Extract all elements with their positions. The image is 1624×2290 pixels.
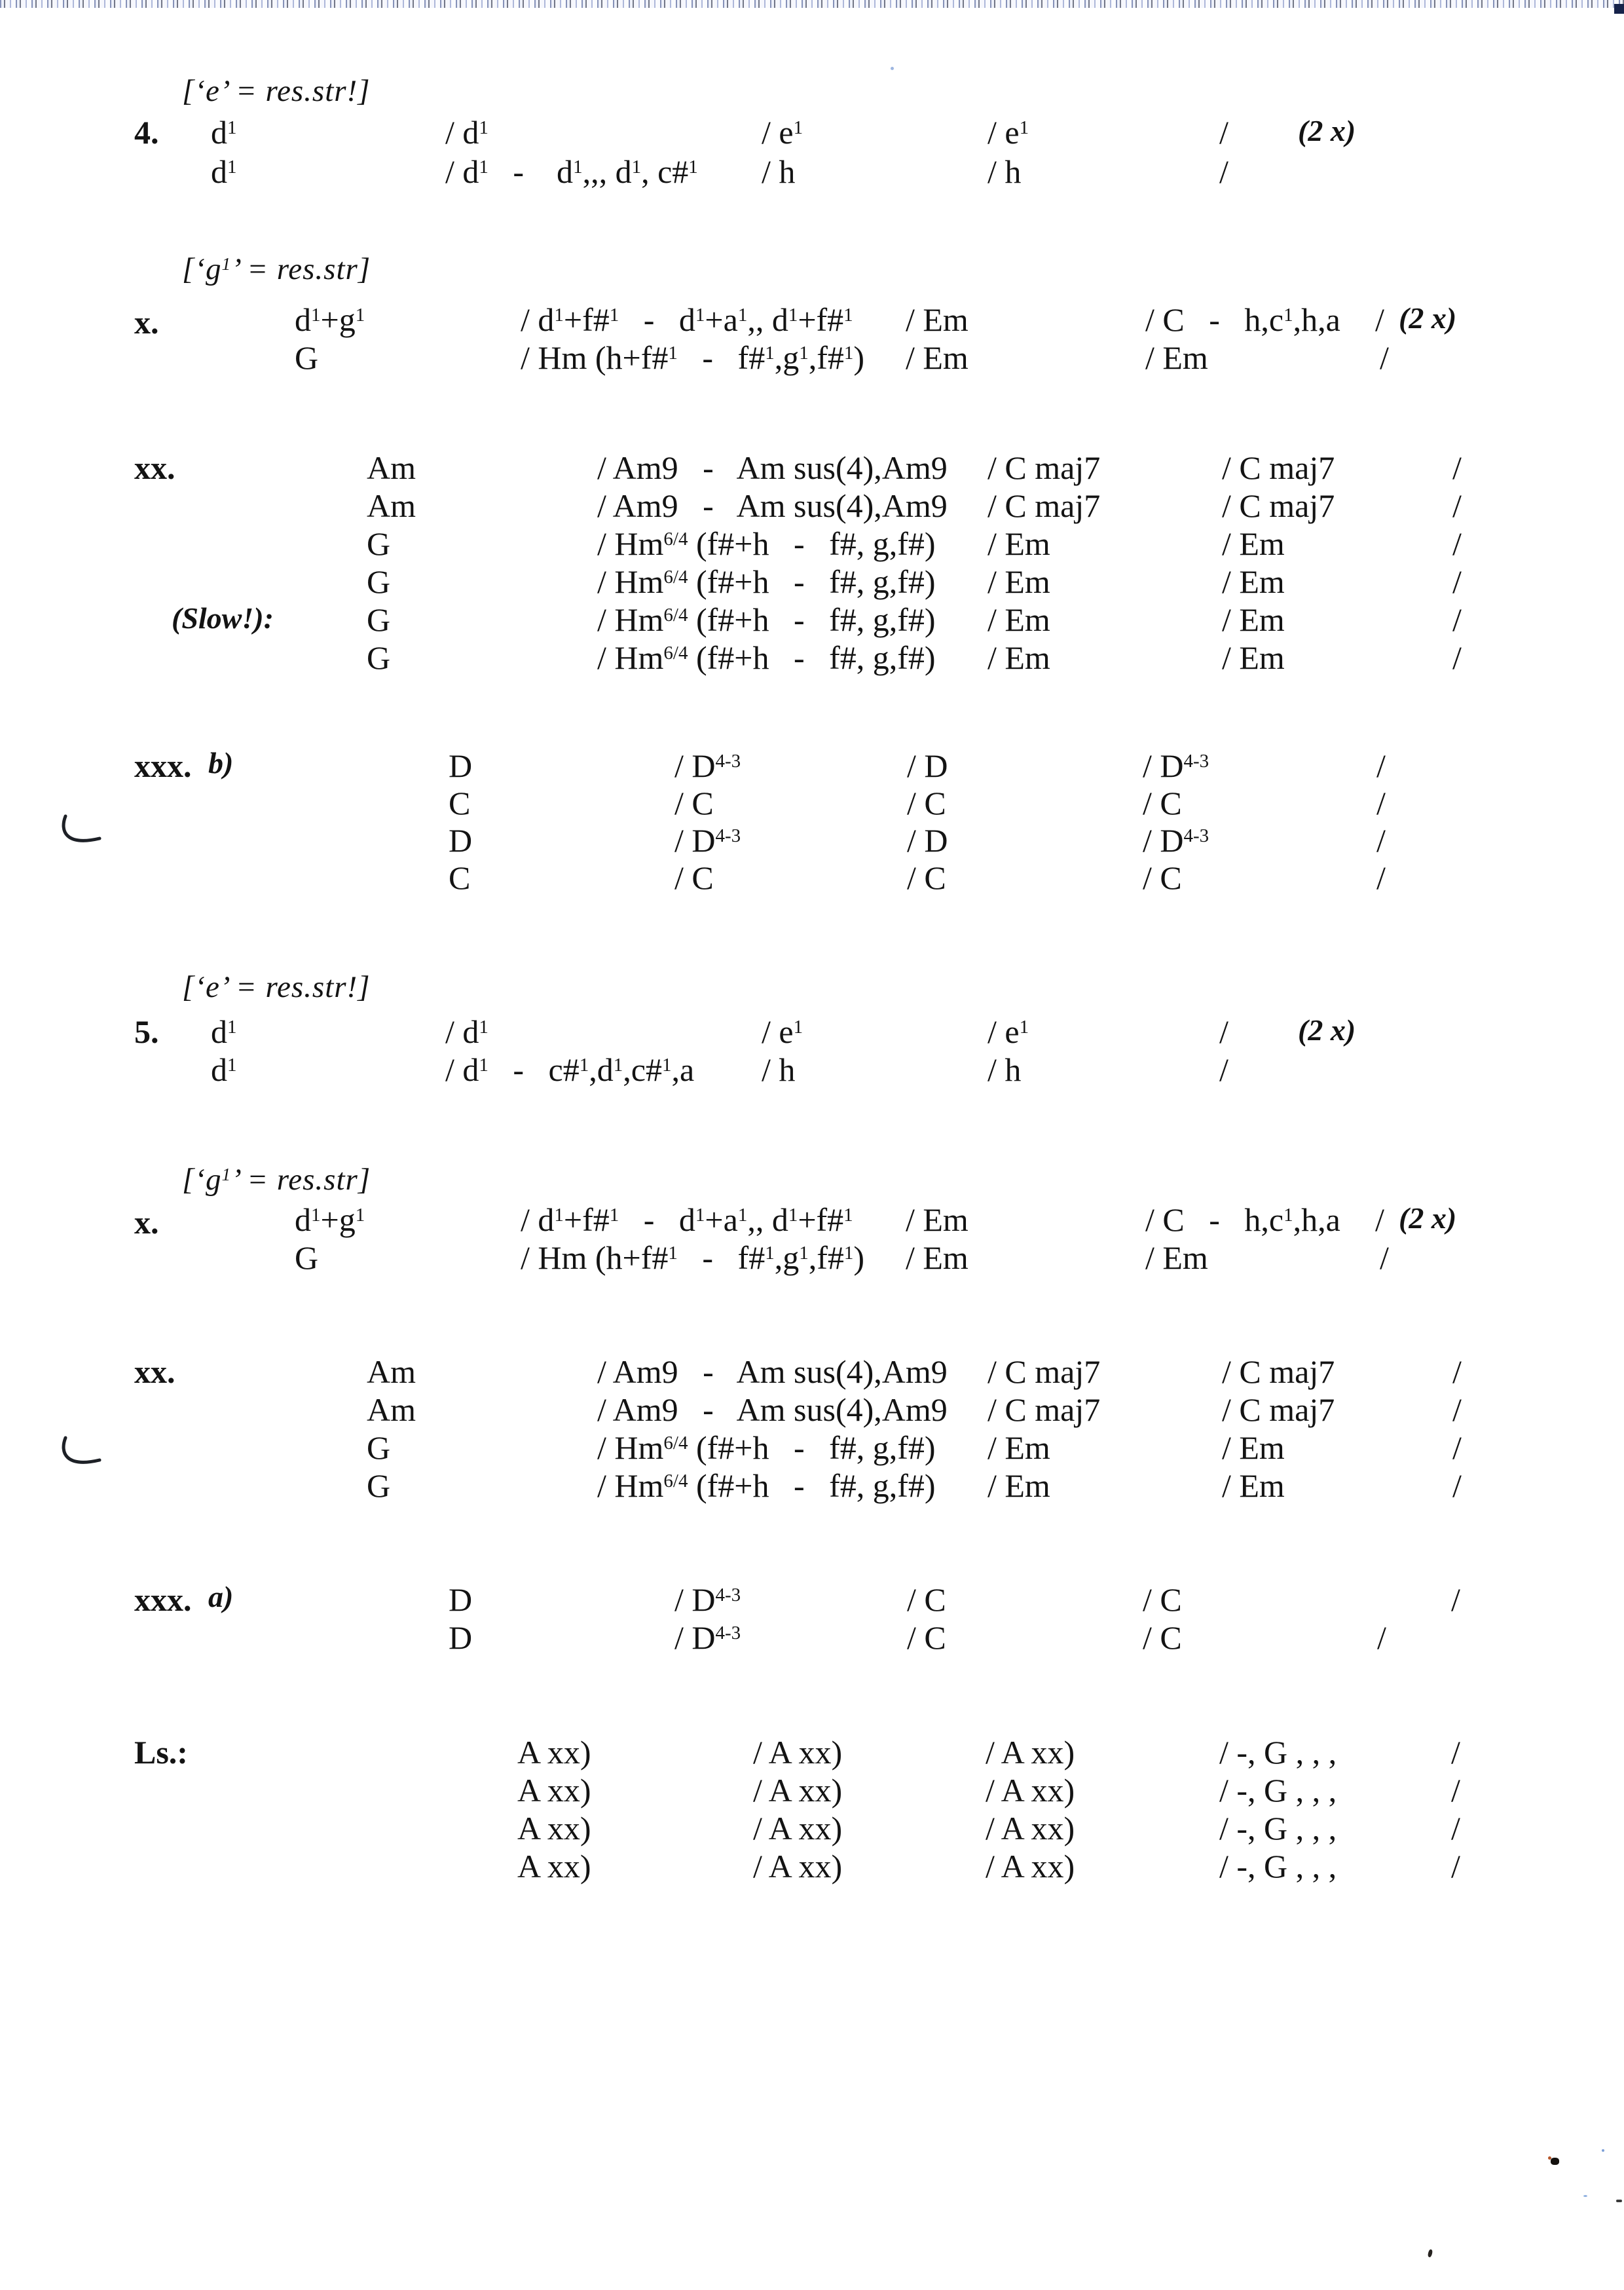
section-header: [‘$g^1$’ = res.str] (182, 252, 371, 286)
chord-cell: / C maj7 (987, 1391, 1101, 1428)
section-label: 4. (134, 114, 159, 151)
chord-cell: D (449, 1581, 473, 1618)
chord-cell: / (1452, 525, 1462, 562)
chord-cell: / $D^{4-3}$ (1143, 822, 1209, 859)
chord-cell: D (449, 822, 473, 859)
superscript: 1 (573, 156, 583, 178)
section-header: [‘e’ = res.str!] (182, 970, 371, 1004)
scan-speck (1428, 2249, 1433, 2257)
chord-cell: / C (907, 859, 946, 896)
chord-cell: / Em (906, 1201, 969, 1238)
chord-cell: / $Hm^{6/4}$ (f#+h - f#, g,f#) (597, 563, 936, 600)
superscript: 1 (799, 342, 809, 364)
chord-cell: / (1219, 1051, 1228, 1088)
chord-cell: / $d^1$ - $c\#^1,d^1,c\#^1,a$ (445, 1051, 695, 1088)
superscript: 1 (688, 156, 698, 178)
scan-speck (1616, 2200, 1622, 2202)
superscript: 1 (609, 304, 619, 326)
superscript: 1 (479, 1054, 489, 1076)
superscript: 1 (765, 1242, 775, 1264)
superscript: 1 (793, 1016, 803, 1038)
chord-cell: / h (762, 1051, 796, 1088)
chord-cell: / $Hm^{6/4}$ (f#+h - f#, g,f#) (597, 1429, 936, 1466)
chord-cell: / C maj7 (987, 1353, 1101, 1390)
superscript: 1 (631, 156, 642, 178)
chord-cell: A xx) (517, 1734, 591, 1771)
section-label: xx. (134, 449, 175, 486)
chord-cell: / $e^1$ (762, 1013, 803, 1050)
chord-cell: / C maj7 (1222, 1391, 1335, 1428)
chord-cell: / $Hm^{6/4}$ (f#+h - f#, g,f#) (597, 1467, 936, 1504)
chord-cell: / A xx) (753, 1772, 843, 1809)
chord-cell: / Em (1145, 339, 1208, 376)
chord-cell: (2 x) (1399, 1201, 1457, 1235)
chord-cell: G (295, 339, 319, 376)
chord-cell: / (1452, 449, 1462, 486)
chord-cell: / h (987, 1051, 1022, 1088)
superscript: 1 (843, 304, 853, 326)
chord-cell: / Em (906, 339, 969, 376)
chord-cell: / (1451, 1734, 1460, 1771)
chord-cell: / C (907, 785, 946, 821)
superscript: 1 (695, 304, 705, 326)
chord-cell: / h (762, 153, 796, 190)
chord-cell: / $D^{4-3}$ (674, 747, 741, 784)
chord-cell: / (1452, 1353, 1462, 1390)
chord-cell: / $D^{4-3}$ (674, 822, 741, 859)
chord-cell: D (449, 1619, 473, 1656)
scan-corner-mark (1614, 4, 1624, 14)
superscript: 1 (355, 304, 365, 326)
chord-cell: / Em (987, 601, 1050, 638)
scanner-noise-strip (0, 0, 1624, 8)
chord-cell: / Em (1222, 639, 1285, 676)
chord-cell: / $Hm^{6/4}$ (f#+h - f#, g,f#) (597, 525, 936, 562)
chord-cell: (2 x) (1298, 1013, 1356, 1047)
chord-cell: $d^1+g^1$ (295, 301, 365, 338)
section-label: x. (134, 1204, 159, 1241)
superscript: 1 (1283, 304, 1293, 326)
chord-cell: / $e^1$ (987, 114, 1029, 151)
superscript: 6/4 (663, 604, 688, 626)
chord-cell: / C (907, 1619, 946, 1656)
chord-cell: / A xx) (986, 1734, 1075, 1771)
chord-cell: $d^1$ (211, 153, 237, 190)
chord-cell: / Em (1222, 1467, 1285, 1504)
section-sublabel: b) (208, 746, 234, 779)
chord-cell: / (1380, 1239, 1389, 1276)
superscript: 6/4 (663, 528, 688, 550)
chord-cell: / Em (906, 301, 969, 338)
superscript: 4-3 (1183, 825, 1209, 846)
chord-cell: $d^1$ (211, 1051, 237, 1088)
chord-cell: / C - $h,c^1,h,a$ (1145, 301, 1340, 338)
chord-cell: / (1452, 1467, 1462, 1504)
superscript: 1 (737, 1204, 748, 1226)
chord-cell: / Am9 - Am sus(4),Am9 (597, 487, 948, 524)
chord-cell: / Em (1145, 1239, 1208, 1276)
chord-cell: A xx) (517, 1848, 591, 1885)
superscript: 4-3 (715, 1584, 741, 1605)
chord-cell: / Em (1222, 563, 1285, 600)
chord-cell: / (1451, 1772, 1460, 1809)
superscript: 1 (311, 1204, 321, 1226)
superscript: 1 (668, 342, 678, 364)
chord-cell: / D (907, 822, 948, 859)
superscript: 1 (221, 1164, 232, 1184)
chord-cell: Am (367, 487, 416, 524)
chord-cell: / $d^1+f\#^1 - d^1+a^1$,, $d^1+f\#^1$ (521, 1201, 853, 1238)
chord-cell: / Em (987, 1467, 1050, 1504)
chord-cell: / A xx) (986, 1810, 1075, 1847)
scan-speck (891, 67, 894, 70)
chord-cell: / -, G , , , (1219, 1734, 1337, 1771)
chord-cell: / (1376, 822, 1386, 859)
chord-cell: / $D^{4-3}$ (1143, 747, 1209, 784)
superscript: 1 (765, 342, 775, 364)
chord-cell: / $Hm^{6/4}$ (f#+h - f#, g,f#) (597, 639, 936, 676)
chord-cell: G (367, 563, 391, 600)
chord-cell: / Em (1222, 601, 1285, 638)
chord-cell: (2 x) (1399, 301, 1457, 335)
chord-cell: G (295, 1239, 319, 1276)
scan-speck (1551, 2158, 1559, 2165)
chord-cell: / $d^1+f\#^1 - d^1+a^1$,, $d^1+f\#^1$ (521, 301, 853, 338)
section-label: 5. (134, 1013, 159, 1050)
chord-cell: / (1376, 747, 1386, 784)
chord-cell: $d^1$ (211, 114, 237, 151)
chord-cell: Am (367, 1353, 416, 1390)
superscript: 1 (661, 1054, 672, 1076)
superscript: 1 (613, 1054, 623, 1076)
superscript: 6/4 (663, 566, 688, 588)
handwritten-arc-mark (59, 1436, 102, 1473)
chord-cell: C (449, 859, 471, 896)
chord-cell: / $D^{4-3}$ (674, 1619, 741, 1656)
section-header: [‘e’ = res.str!] (182, 74, 371, 108)
chord-cell: / (1452, 601, 1462, 638)
chord-cell: A xx) (517, 1772, 591, 1809)
chord-cell: / (1219, 1013, 1228, 1050)
superscript: 1 (1019, 1016, 1029, 1038)
superscript: 1 (227, 117, 237, 138)
chord-cell: / C (1143, 859, 1182, 896)
chord-cell: G (367, 525, 391, 562)
chord-cell: / $d^1$ - $d^1$,,, $d^1$, c#$^1$ (445, 153, 698, 190)
chord-cell: / A xx) (753, 1734, 843, 1771)
chord-cell: / Em (987, 525, 1050, 562)
chord-cell: / C (1143, 1619, 1182, 1656)
chord-cell: / (1452, 1391, 1462, 1428)
chord-cell: C (449, 785, 471, 821)
superscript: 1 (1283, 1204, 1293, 1226)
chord-cell: / (1380, 339, 1389, 376)
chord-cell: / A xx) (753, 1810, 843, 1847)
superscript: 1 (793, 117, 803, 138)
chord-cell: / (1375, 1201, 1384, 1238)
chord-cell: G (367, 1467, 391, 1504)
superscript: 1 (227, 1016, 237, 1038)
section-label: x. (134, 304, 159, 341)
superscript: 1 (799, 1242, 809, 1264)
chord-cell: / $e^1$ (762, 114, 803, 151)
chord-cell: / $D^{4-3}$ (674, 1581, 741, 1618)
chord-cell: / (1452, 563, 1462, 600)
superscript: 1 (579, 1054, 589, 1076)
chord-cell: / Em (987, 563, 1050, 600)
chord-cell: / (1452, 1429, 1462, 1466)
section-sublabel: a) (208, 1580, 234, 1613)
superscript: 1 (355, 1204, 365, 1226)
chord-cell: / Em (906, 1239, 969, 1276)
superscript: 1 (221, 253, 232, 274)
chord-cell: $d^1+g^1$ (295, 1201, 365, 1238)
chord-cell: / -, G , , , (1219, 1810, 1337, 1847)
superscript: 1 (554, 1204, 564, 1226)
superscript: 1 (227, 1054, 237, 1076)
superscript: 4-3 (715, 1622, 741, 1643)
superscript: 1 (788, 304, 798, 326)
superscript: 1 (843, 1242, 854, 1264)
chord-cell: / C maj7 (1222, 487, 1335, 524)
chord-cell: Am (367, 1391, 416, 1428)
chord-cell: / C (1143, 785, 1182, 821)
superscript: 1 (554, 304, 564, 326)
chord-cell: / C maj7 (1222, 449, 1335, 486)
superscript: 1 (609, 1204, 619, 1226)
chord-cell: / Hm (h+f#$^1$ - $f\#^1,g^1,f\#^1$) (521, 339, 865, 376)
chord-cell: G (367, 601, 391, 638)
chord-cell: / (1451, 1848, 1460, 1885)
chord-cell: / (1375, 301, 1384, 338)
chord-cell: / (1376, 785, 1386, 821)
chord-cell: / -, G , , , (1219, 1772, 1337, 1809)
superscript: 6/4 (663, 1432, 688, 1454)
section-label: Ls.: (134, 1734, 188, 1771)
chord-cell: / C (674, 785, 714, 821)
superscript: 4-3 (715, 825, 741, 846)
superscript: 1 (479, 1016, 489, 1038)
section-label: xx. (134, 1353, 175, 1390)
superscript: 1 (737, 304, 748, 326)
chord-cell: / Em (987, 639, 1050, 676)
chord-cell: / (1452, 639, 1462, 676)
chord-cell: / $d^1$ (445, 114, 489, 151)
superscript: 6/4 (663, 1470, 688, 1492)
chord-cell: G (367, 639, 391, 676)
section-header: [‘$g^1$’ = res.str] (182, 1163, 371, 1197)
superscript: 1 (695, 1204, 705, 1226)
chord-cell: G (367, 1429, 391, 1466)
chord-cell: / (1452, 487, 1462, 524)
chord-cell: / Hm (h+f#$^1$ - $f\#^1,g^1,f\#^1$) (521, 1239, 865, 1276)
superscript: 4-3 (1183, 750, 1209, 772)
chord-cell: Am (367, 449, 416, 486)
superscript: 1 (227, 156, 237, 178)
scan-speck (1602, 2149, 1604, 2152)
superscript: 1 (843, 342, 854, 364)
superscript: 4-3 (715, 750, 741, 772)
section-label: xxx. (134, 1581, 192, 1618)
chord-cell: / C (907, 1581, 946, 1618)
chord-cell: $d^1$ (211, 1013, 237, 1050)
chord-cell: / $d^1$ (445, 1013, 489, 1050)
superscript: 1 (479, 117, 489, 138)
chord-cell: / C maj7 (1222, 1353, 1335, 1390)
chord-cell: / Em (987, 1429, 1050, 1466)
chord-cell: / C (1143, 1581, 1182, 1618)
superscript: 1 (668, 1242, 678, 1264)
chord-cell: / C maj7 (987, 449, 1101, 486)
section-sublabel: (Slow!): (172, 601, 274, 635)
chord-cell: / C - $h,c^1,h,a$ (1145, 1201, 1340, 1238)
handwritten-arc-mark (59, 814, 102, 851)
chord-cell: / Em (1222, 525, 1285, 562)
superscript: 1 (788, 1204, 798, 1226)
chord-cell: / C (674, 859, 714, 896)
chord-cell: / A xx) (986, 1848, 1075, 1885)
chord-cell: / Em (1222, 1429, 1285, 1466)
chord-cell: / $e^1$ (987, 1013, 1029, 1050)
chord-cell: / (1451, 1581, 1460, 1618)
chord-cell: / -, G , , , (1219, 1848, 1337, 1885)
chord-cell: / (1219, 114, 1228, 151)
chord-cell: / (1377, 1619, 1386, 1656)
chord-cell: / D (907, 747, 948, 784)
chord-cell: / Am9 - Am sus(4),Am9 (597, 1391, 948, 1428)
superscript: 1 (843, 1204, 853, 1226)
chord-cell: / h (987, 153, 1022, 190)
superscript: 1 (479, 156, 489, 178)
chord-cell: D (449, 747, 473, 784)
scan-speck (1548, 2156, 1551, 2160)
chord-cell: / (1451, 1810, 1460, 1847)
chord-cell: / A xx) (753, 1848, 843, 1885)
chord-cell: / Am9 - Am sus(4),Am9 (597, 449, 948, 486)
chord-cell: / C maj7 (987, 487, 1101, 524)
chord-cell: (2 x) (1298, 114, 1356, 147)
chord-cell: / Am9 - Am sus(4),Am9 (597, 1353, 948, 1390)
chord-cell: / $Hm^{6/4}$ (f#+h - f#, g,f#) (597, 601, 936, 638)
chord-cell: A xx) (517, 1810, 591, 1847)
section-label: xxx. (134, 747, 192, 784)
chord-cell: / (1376, 859, 1386, 896)
superscript: 6/4 (663, 642, 688, 664)
chord-cell: / (1219, 153, 1228, 190)
superscript: 1 (311, 304, 321, 326)
scan-speck (1583, 2195, 1587, 2197)
chord-cell: / A xx) (986, 1772, 1075, 1809)
superscript: 1 (1019, 117, 1029, 138)
